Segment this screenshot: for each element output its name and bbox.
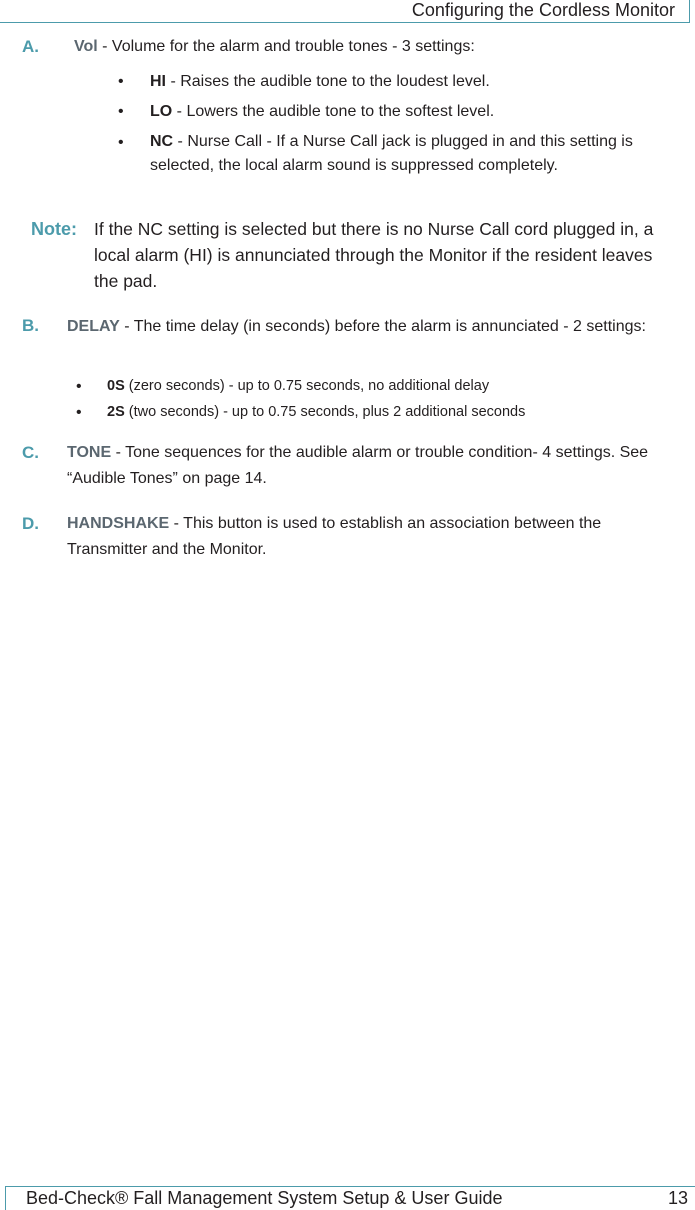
section-a-bullet-1 (150, 70, 670, 94)
section-a-bullet-3 (150, 130, 655, 178)
section-a-bullet-3-term: NC (150, 133, 174, 150)
section-b-bullet-1-term: 0S (107, 378, 125, 394)
note-label: Note: (31, 219, 77, 239)
section-a-bullet-2-glyph: • (118, 103, 124, 120)
section-c-desc: - Tone sequences for the audible alarm or trouble condition- 4 settings. See “Audible Tones” on page 14. (67, 444, 649, 487)
section-c-intro (67, 440, 675, 492)
section-b-bullet-2 (107, 402, 677, 422)
section-b-term: DELAY (67, 318, 120, 335)
section-a-bullet-3-glyph: • (118, 134, 124, 151)
section-a-bullet-1-term: HI (150, 73, 166, 90)
page-number: 13 (668, 1188, 689, 1208)
section-a-bullet-1-desc: - Raises the audible tone to the loudest level. (166, 73, 490, 90)
header-rule (0, 22, 690, 23)
section-a-desc: - Volume for the alarm and trouble tones - 3 settings: (97, 38, 475, 55)
section-b-desc: - The time delay (in seconds) before the alarm is annunciated - 2 settings: (119, 318, 646, 335)
section-b-bullet-1-desc: (zero seconds) - up to 0.75 seconds, no additional delay (124, 378, 490, 394)
section-c-term: TONE (67, 444, 112, 461)
section-a-intro (74, 34, 674, 60)
section-b-bullet-1 (107, 376, 677, 396)
note-text: If the NC setting is selected but there is no Nurse Call cord plugged in, a local alarm (HI) is annunciated through the Monitor if the resident leaves the pad. (94, 219, 654, 291)
section-d-desc: - This button is used to establish an association between the Transmitter and the Monitor. (67, 515, 602, 558)
footer-title: Bed-Check® Fall Management System Setup & User Guide (26, 1188, 503, 1208)
section-b-intro (67, 314, 689, 340)
section-d-term: HANDSHAKE (67, 515, 170, 532)
section-d-letter: D. (22, 514, 39, 533)
section-b-bullet-2-term: 2S (107, 404, 125, 420)
section-b-bullet-1-glyph: • (76, 378, 82, 395)
section-a-bullet-2-term: LO (150, 103, 173, 120)
section-d-intro (67, 511, 682, 563)
section-c-letter: C. (22, 443, 39, 462)
footer-rule (5, 1186, 695, 1187)
section-a-term: Vol (74, 38, 98, 55)
section-b-bullet-2-glyph: • (76, 404, 82, 421)
page-header-title: Configuring the Cordless Monitor (411, 0, 675, 20)
section-b-bullet-2-desc: (two seconds) - up to 0.75 seconds, plus 2 additional seconds (124, 404, 526, 420)
footer-tick (5, 1186, 6, 1210)
section-a-letter: A. (22, 37, 39, 56)
section-b-letter: B. (22, 316, 39, 335)
section-a-bullet-1-glyph: • (118, 73, 124, 90)
header-tick (689, 0, 690, 23)
section-a-bullet-2 (150, 100, 670, 124)
section-a-bullet-2-desc: - Lowers the audible tone to the softest level. (172, 103, 495, 120)
section-a-bullet-3-desc: - Nurse Call - If a Nurse Call jack is plugged in and this setting is selected, the local alarm sound is suppressed completely. (150, 133, 633, 174)
